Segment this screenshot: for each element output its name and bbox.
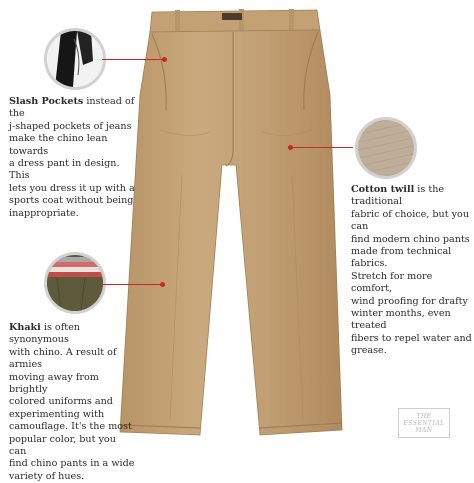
khaki-text: is often synonymous with chino. A result of armies moving away from brightly colored uniforms and experimenting with camouflage. It's the most popular color, but you can find chino pants in a wide variety of hues. <box>9 322 135 482</box>
cotton-twill-callout <box>351 184 473 358</box>
khaki-pointer-line <box>102 284 162 285</box>
slash-pockets-callout <box>9 96 135 220</box>
slash-pockets-pointer-line <box>102 59 166 60</box>
cotton-twill-title: Cotton twill <box>351 184 415 195</box>
cotton-twill-text: is the traditional fabric of choice, but you can find modern chino pants made from technical fabrics. Stretch for more comfort, wind proofing for drafty winter months, even treated fibers to repel water and grease. <box>351 184 472 357</box>
khaki-colors-detail-image <box>44 252 106 314</box>
khaki-pointer-dot <box>160 282 165 287</box>
logo-line-1: THE <box>416 412 432 420</box>
cotton-twill-detail-image <box>355 117 417 179</box>
khaki-title: Khaki <box>9 322 41 333</box>
slash-pockets-title: Slash Pockets <box>9 96 84 107</box>
logo-line-3: MAN <box>415 426 433 434</box>
khaki-callout <box>9 322 135 483</box>
cotton-twill-pointer-dot <box>288 145 293 150</box>
slash-pockets-text: instead of the j-shaped pockets of jeans make the chino lean towards a dress pant in design. This lets you dress it up with a sports coat without being inappropriate. <box>9 96 135 219</box>
logo-line-2: ESSENTIAL <box>403 419 445 427</box>
slash-pocket-detail-image <box>44 28 106 90</box>
cotton-twill-pointer-line <box>290 147 353 148</box>
the-essential-man-logo <box>398 408 450 438</box>
slash-pockets-pointer-dot <box>162 57 167 62</box>
